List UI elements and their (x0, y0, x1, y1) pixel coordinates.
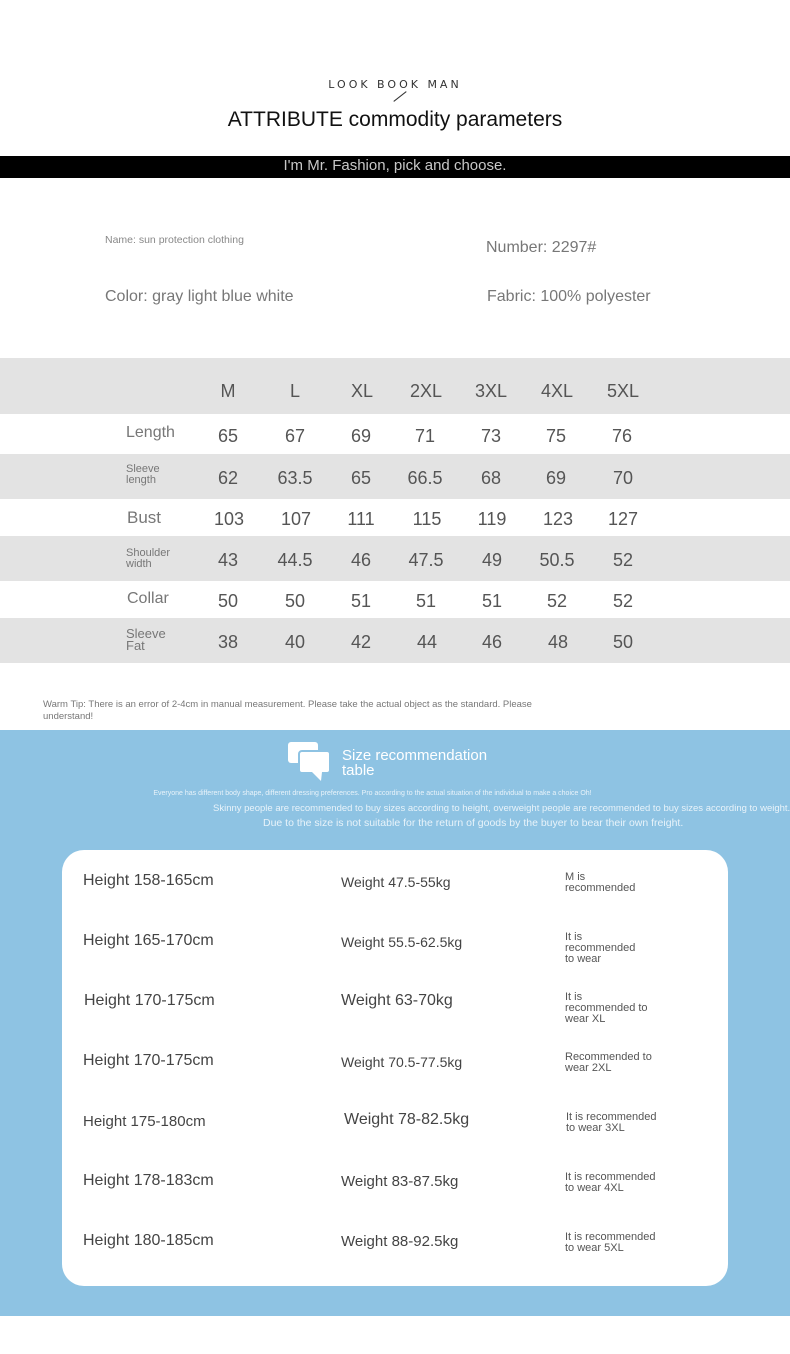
table-cell: 70 (612, 468, 634, 488)
size-header-cell: L (289, 381, 300, 401)
table-cell: 51 (481, 591, 503, 611)
table-cell: 67 (284, 426, 306, 446)
attribute-number: Number: 2297# (486, 239, 597, 256)
table-cell: 50.5 (539, 550, 575, 570)
size-row-length (0, 414, 790, 454)
recommended-size: It is recommended to wear (565, 931, 636, 965)
size-header-cell: 3XL (474, 381, 508, 401)
attribute-color: Color: gray light blue white (105, 288, 294, 305)
row-label: Length (126, 424, 175, 441)
table-cell: 65 (217, 426, 239, 446)
table-cell: 73 (480, 426, 502, 446)
table-cell: 69 (350, 426, 372, 446)
row-label: Sleeve Fat (126, 626, 166, 653)
weight-range: Weight 88-92.5kg (341, 1233, 459, 1250)
table-cell: 76 (611, 426, 633, 446)
table-cell: 49 (481, 550, 503, 570)
table-cell: 63.5 (277, 468, 313, 488)
list-item (62, 984, 728, 1024)
weight-range: Weight 83-87.5kg (341, 1173, 459, 1190)
list-item (62, 864, 728, 904)
table-cell: 47.5 (408, 550, 444, 570)
table-cell: 115 (412, 509, 442, 529)
table-cell: 42 (350, 632, 372, 652)
table-cell: 107 (280, 509, 312, 529)
recommendation-note-1: Skinny people are recommended to buy sizes according to height, overweight people are recommended to buy sizes according to weight. (213, 803, 790, 814)
weight-range: Weight 47.5-55kg (341, 874, 451, 890)
table-cell: 46 (481, 632, 503, 652)
table-cell: 43 (217, 550, 239, 570)
recommended-size: Recommended to wear 2XL (565, 1051, 652, 1074)
recommendation-note-small: Everyone has different body shape, different dressing preferences. Pro according to the actual situation of the individual to make a choice Oh! (153, 790, 592, 797)
table-cell: 52 (612, 550, 634, 570)
recommended-size: It is recommended to wear XL (565, 991, 648, 1025)
size-row-shoulder-width (0, 536, 790, 581)
warm-tip: Warm Tip: There is an error of 2-4cm in manual measurement. Please take the actual object as the standard. Please understand! (43, 699, 532, 722)
height-range: Height 165-170cm (83, 932, 214, 949)
size-header-row (0, 358, 790, 414)
size-header-cell: 5XL (606, 381, 640, 401)
table-cell: 119 (477, 509, 507, 529)
height-range: Height 175-180cm (83, 1113, 206, 1130)
size-header-cell: XL (350, 381, 374, 401)
table-cell: 71 (414, 426, 436, 446)
brand-label: LOOK BOOK MAN (328, 78, 462, 91)
list-item (62, 924, 728, 964)
slogan-text: I'm Mr. Fashion, pick and choose. (283, 157, 507, 174)
recommendation-note-2: Due to the size is not suitable for the return of goods by the buyer to bear their own freight. (263, 817, 684, 829)
table-cell: 52 (612, 591, 634, 611)
table-cell: 66.5 (407, 468, 443, 488)
height-range: Height 170-175cm (84, 992, 215, 1009)
slogan-banner (0, 156, 790, 178)
height-range: Height 170-175cm (83, 1052, 214, 1069)
recommendation-title: Size recommendation table (342, 747, 488, 779)
list-item (62, 1104, 728, 1144)
attribute-fabric: Fabric: 100% polyester (487, 288, 651, 305)
table-cell: 50 (217, 591, 239, 611)
brand-slash-decoration (393, 91, 406, 102)
table-cell: 62 (217, 468, 239, 488)
table-cell: 50 (284, 591, 306, 611)
table-cell: 103 (213, 509, 245, 529)
table-cell: 65 (350, 468, 372, 488)
weight-range: Weight 70.5-77.5kg (341, 1054, 463, 1070)
list-item (62, 1224, 728, 1264)
recommended-size: It is recommended to wear 5XL (565, 1231, 656, 1254)
height-range: Height 178-183cm (83, 1172, 214, 1189)
table-cell: 111 (347, 509, 375, 529)
height-range: Height 158-165cm (83, 872, 214, 889)
table-cell: 127 (607, 509, 639, 529)
table-cell: 40 (284, 632, 306, 652)
size-header-cell: 4XL (540, 381, 574, 401)
row-label: Shoulder width (126, 547, 171, 570)
weight-range: Weight 55.5-62.5kg (341, 934, 463, 950)
height-range: Height 180-185cm (83, 1232, 214, 1249)
row-label: Collar (127, 590, 169, 607)
size-row-sleeve-fat (0, 618, 790, 663)
attribute-name: Name: sun protection clothing (105, 234, 244, 246)
row-label: Bust (127, 508, 162, 527)
table-cell: 44 (416, 632, 438, 652)
weight-range: Weight 63-70kg (341, 992, 453, 1009)
table-cell: 68 (480, 468, 502, 488)
size-header-cell: 2XL (409, 381, 443, 401)
size-header-cell: M (220, 381, 236, 401)
table-cell: 51 (350, 591, 372, 611)
size-row-bust (0, 499, 790, 536)
table-cell: 46 (350, 550, 372, 570)
size-chart-table (0, 358, 790, 663)
table-cell: 44.5 (277, 550, 313, 570)
row-label: Sleeve length (126, 463, 160, 486)
recommendation-card (62, 850, 728, 1286)
size-row-sleeve-length (0, 454, 790, 499)
page-title: ATTRIBUTE commodity parameters (227, 108, 563, 131)
table-cell: 51 (415, 591, 437, 611)
recommended-size: It is recommended to wear 3XL (566, 1111, 657, 1134)
size-row-collar (0, 581, 790, 618)
list-item (62, 1044, 728, 1084)
table-cell: 69 (545, 468, 567, 488)
table-cell: 48 (547, 632, 569, 652)
table-cell: 52 (546, 591, 568, 611)
list-item (62, 1164, 728, 1204)
recommended-size: It is recommended to wear 4XL (565, 1171, 656, 1194)
weight-range: Weight 78-82.5kg (344, 1111, 470, 1128)
recommended-size: M is recommended (565, 871, 636, 894)
table-cell: 123 (542, 509, 574, 529)
table-cell: 50 (612, 632, 634, 652)
table-cell: 38 (217, 632, 239, 652)
speech-bubble-icon (288, 742, 332, 782)
table-cell: 75 (545, 426, 567, 446)
